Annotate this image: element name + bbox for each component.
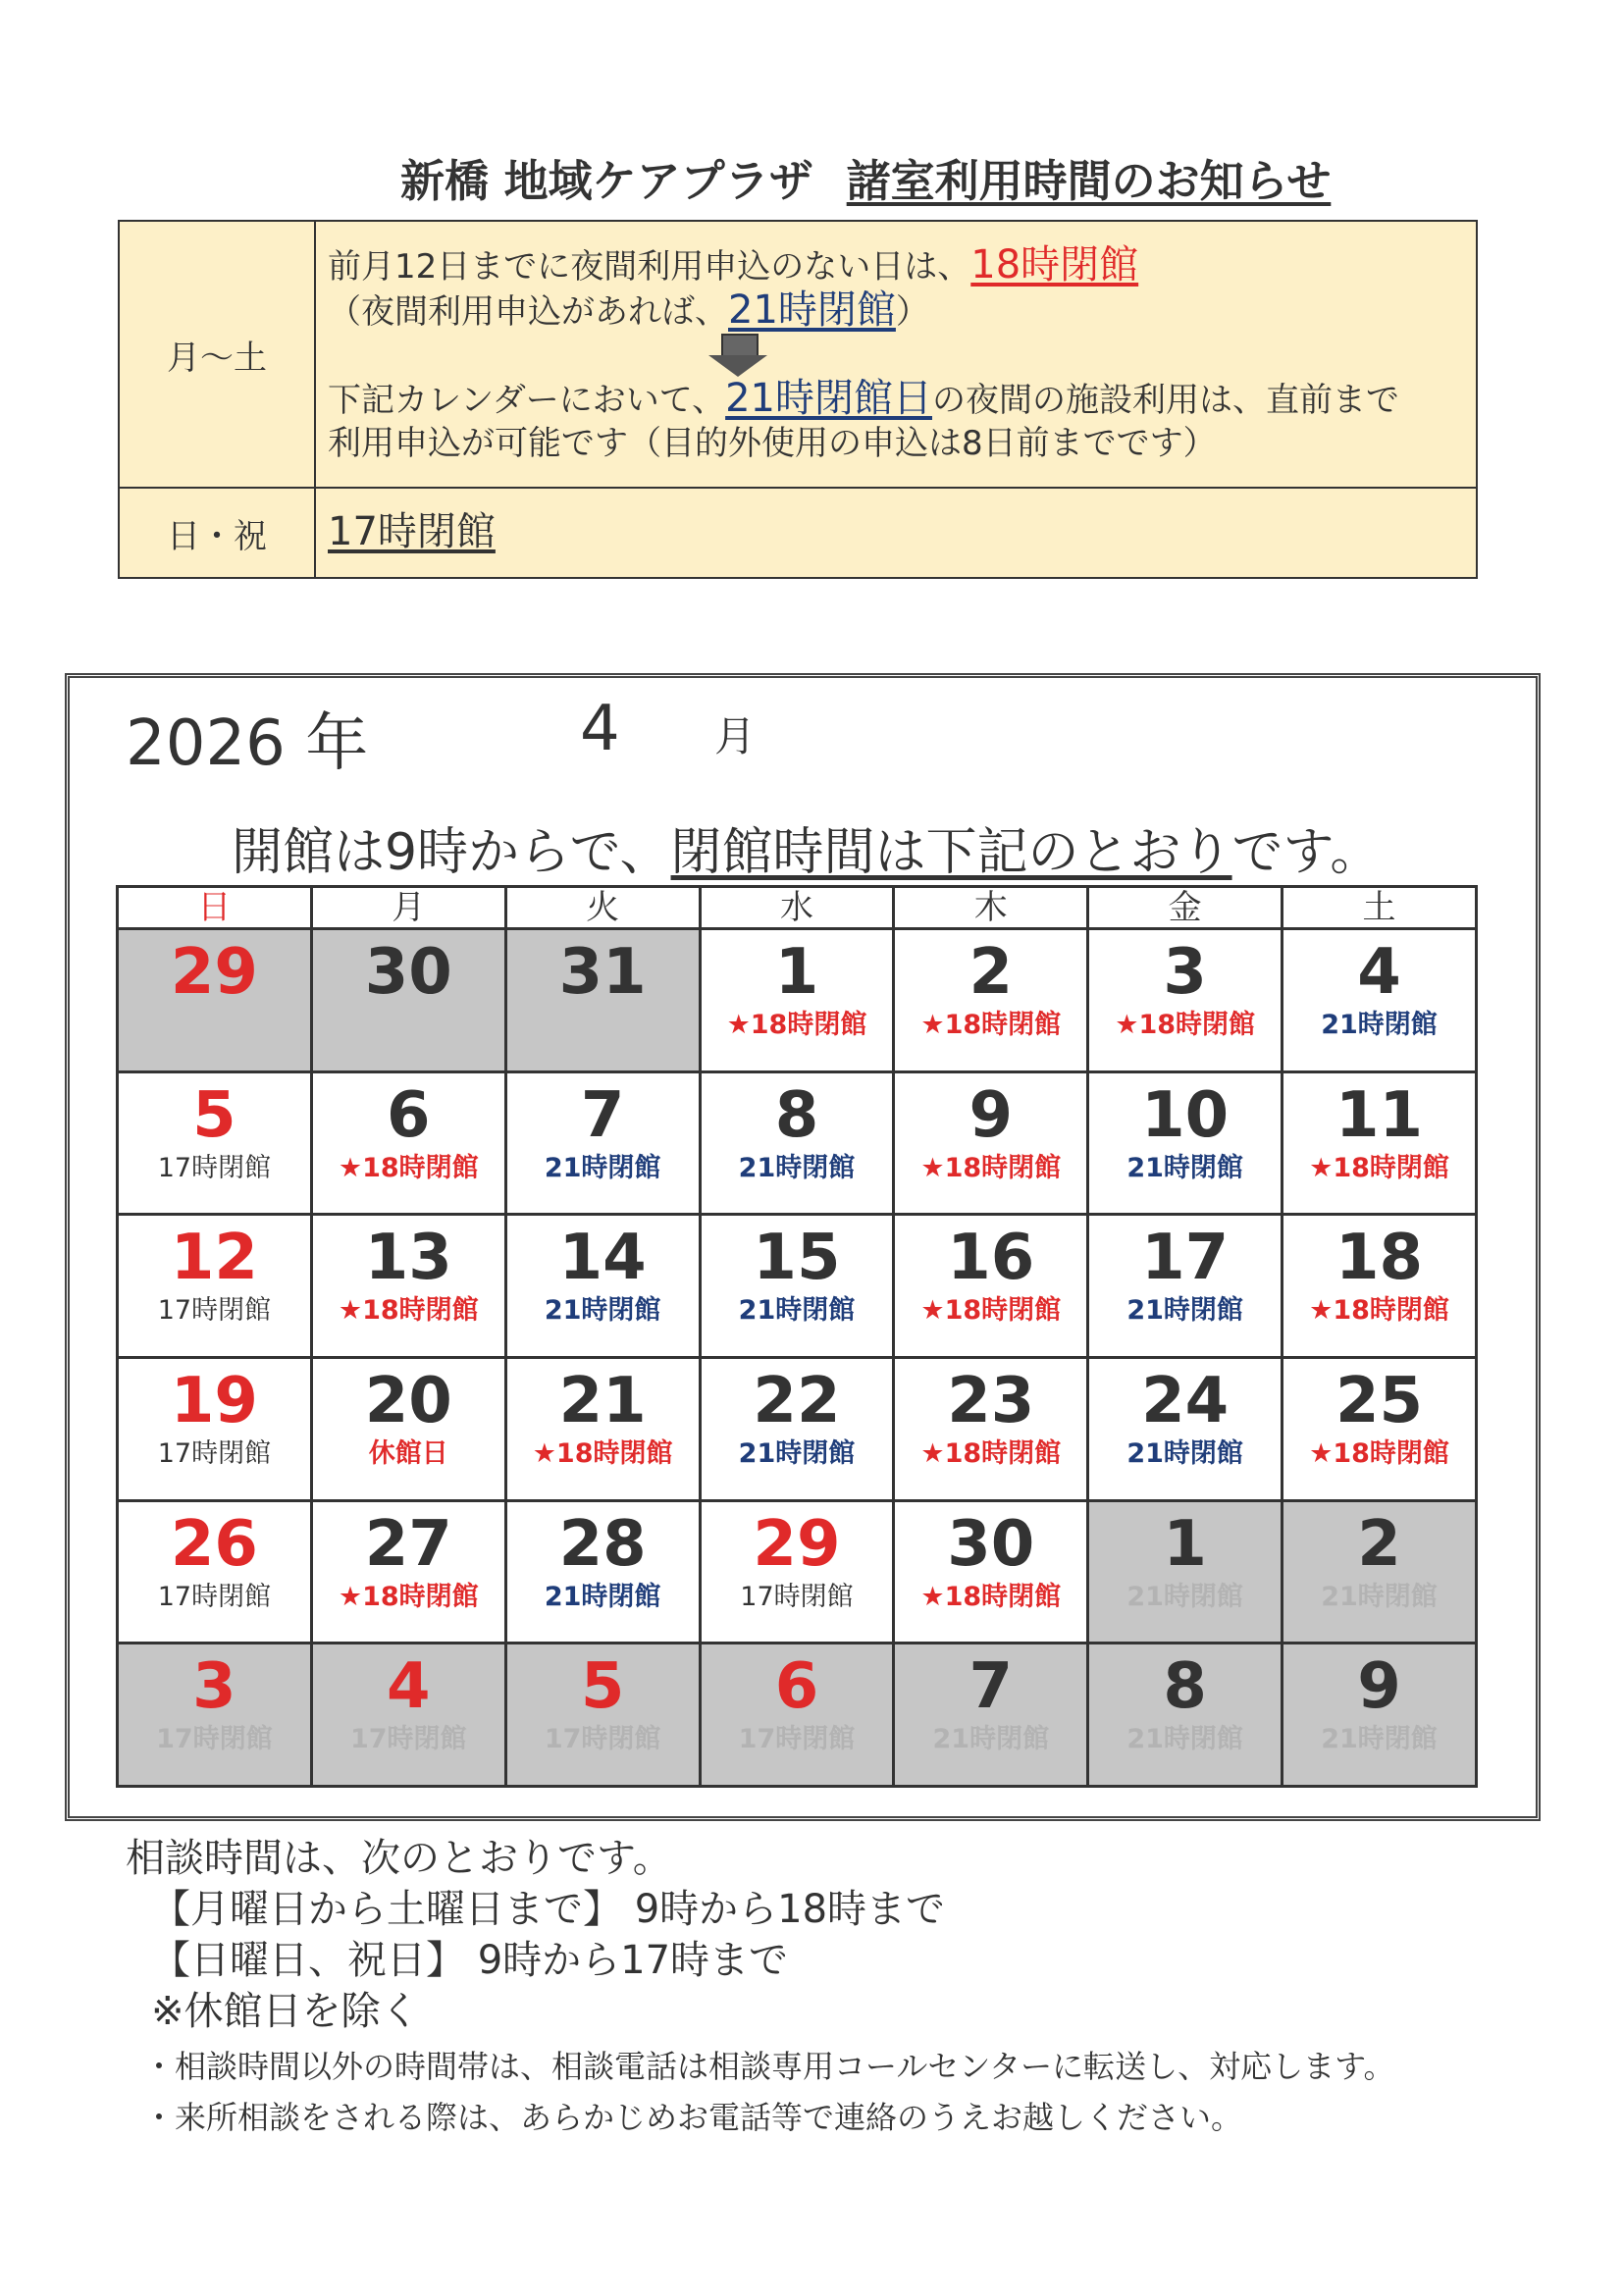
calendar-note: [232, 810, 1381, 884]
day-number: 21: [558, 1364, 647, 1437]
calendar-day-cell: [118, 1215, 312, 1358]
calendar-day-cell: [1283, 1644, 1477, 1787]
day-number: 1: [774, 936, 819, 1009]
consultation-intro: 相談時間は、次のとおりです。: [126, 1836, 672, 1881]
calendar-day-cell: [311, 1357, 505, 1500]
day-closing-note: 17時閉館: [157, 1437, 272, 1469]
day-number: 22: [753, 1364, 841, 1437]
calendar-day-cell: [505, 1357, 700, 1500]
day-closing-note: 21時閉館: [1126, 1152, 1243, 1183]
weekday-header-6: 土: [1283, 887, 1477, 929]
day-number: 5: [580, 1650, 625, 1724]
calendar-week-row: [118, 1215, 1477, 1358]
calendar-day-cell: [118, 929, 312, 1072]
day-closing-note: 休館日: [368, 1437, 448, 1469]
calendar-day-cell: [311, 1644, 505, 1787]
calendar-week-row: [118, 1644, 1477, 1787]
day-number: 30: [947, 1507, 1035, 1581]
day-closing-note: ★18時閉館: [920, 1295, 1062, 1327]
rule-line-2: [328, 288, 1476, 334]
calendar-day-cell: [505, 929, 700, 1072]
rule-line-1-text: 前月12日までに夜間利用申込のない日は、: [328, 247, 971, 287]
day-number: 7: [580, 1078, 625, 1152]
day-number: 4: [1357, 936, 1401, 1009]
footer-notes: [143, 2041, 1395, 2143]
day-number: 29: [753, 1507, 841, 1581]
rule-18-close: 18時閉館: [970, 242, 1139, 287]
title-facility: 新橋 地域ケアプラザ: [400, 155, 813, 207]
calendar-day-cell: [311, 1215, 505, 1358]
day-number: 6: [387, 1078, 431, 1152]
calendar-day-cell: [894, 1357, 1088, 1500]
note-part-3: です。: [1231, 823, 1382, 882]
day-number: 31: [558, 936, 647, 1009]
calendar-day-cell: [1088, 1644, 1283, 1787]
day-closing-note: 21時閉館: [1321, 1724, 1438, 1755]
day-closing-note: 17時閉館: [157, 1295, 272, 1327]
rule-line-1: [328, 243, 1476, 288]
calendar-week-row: [118, 1071, 1477, 1215]
calendar-day-cell: [700, 1500, 894, 1644]
day-number: 24: [1141, 1364, 1230, 1437]
rule-line-3-text1: 下記カレンダーにおいて、: [328, 381, 726, 420]
day-number: 27: [364, 1507, 452, 1581]
calendar-day-cell: [1283, 1071, 1477, 1215]
day-closing-note: 21時閉館: [738, 1152, 856, 1183]
rule-line-2-open: （夜間利用申込があれば、: [328, 292, 728, 332]
weekday-rules: [315, 221, 1477, 488]
day-number: 29: [170, 936, 258, 1009]
rule-line-3: [328, 377, 1476, 422]
calendar-day-cell: [118, 1071, 312, 1215]
page-title: [400, 145, 1331, 209]
footer-line-1: ・相談時間以外の時間帯は、相談電話は相談専用コールセンターに転送し、対応します。: [143, 2048, 1395, 2085]
day-number: 20: [364, 1364, 452, 1437]
day-number: 6: [774, 1650, 819, 1724]
day-closing-note: ★18時閉館: [1115, 1010, 1256, 1040]
day-number: 9: [969, 1078, 1014, 1152]
day-closing-note: 21時閉館: [544, 1295, 661, 1327]
rule-21-close: 21時閉館: [728, 287, 896, 333]
calendar-day-cell: [1088, 929, 1283, 1072]
weekday-header-0: 日: [118, 887, 312, 929]
day-number: 1: [1163, 1507, 1207, 1581]
calendar-grid: [116, 885, 1478, 1788]
day-closing-note: 21時閉館: [544, 1581, 661, 1612]
day-closing-note: ★18時閉館: [920, 1152, 1062, 1183]
note-part-1: 開館は9時からで、: [232, 823, 671, 882]
calendar-day-cell: [700, 1644, 894, 1787]
calendar-day-cell: [505, 1500, 700, 1644]
weekday-header-1: 月: [311, 887, 505, 929]
day-closing-note: ★18時閉館: [338, 1581, 479, 1612]
day-closing-note: 17時閉館: [544, 1724, 661, 1755]
day-closing-note: ★18時閉館: [1309, 1437, 1449, 1469]
day-closing-note: ★18時閉館: [726, 1010, 867, 1040]
day-number: 19: [170, 1364, 258, 1437]
day-number: 13: [364, 1222, 452, 1295]
calendar-day-cell: [1088, 1500, 1283, 1644]
day-closing-note: 17時閉館: [349, 1724, 467, 1755]
calendar-week-row: [118, 929, 1477, 1072]
calendar-day-cell: [1088, 1215, 1283, 1358]
calendar-day-cell: [894, 1644, 1088, 1787]
calendar-day-cell: [1283, 1357, 1477, 1500]
day-closing-note: ★18時閉館: [920, 1010, 1062, 1040]
calendar-day-cell: [311, 1500, 505, 1644]
holiday-label: 日・祝: [119, 488, 315, 578]
rule-21-close-day: 21時閉館日: [725, 376, 933, 421]
calendar-day-cell: [700, 1357, 894, 1500]
day-number: 14: [558, 1222, 647, 1295]
holiday-close: 17時閉館: [328, 509, 496, 554]
day-number: 2: [1357, 1507, 1401, 1581]
weekday-header-3: 水: [700, 887, 894, 929]
day-closing-note: ★18時閉館: [338, 1295, 479, 1327]
day-closing-note: 21時閉館: [738, 1437, 856, 1469]
day-closing-note: 17時閉館: [157, 1581, 272, 1612]
holiday-rules: [315, 488, 1477, 578]
day-number: 8: [1163, 1650, 1207, 1724]
day-closing-note: 17時閉館: [156, 1724, 273, 1755]
day-number: 11: [1335, 1078, 1424, 1152]
day-number: 26: [170, 1507, 258, 1581]
calendar-heading: [126, 693, 757, 783]
calendar-day-cell: [118, 1500, 312, 1644]
day-number: 4: [387, 1650, 431, 1724]
consultation-except: ※休館日を除く: [151, 1989, 420, 2034]
calendar-week-row: [118, 1500, 1477, 1644]
day-closing-note: 21時閉館: [1126, 1437, 1243, 1469]
day-number: 3: [1163, 936, 1207, 1009]
weekday-header-4: 木: [894, 887, 1088, 929]
calendar-day-cell: [1283, 1500, 1477, 1644]
day-closing-note: 21時閉館: [1321, 1010, 1438, 1040]
calendar-day-cell: [1088, 1071, 1283, 1215]
calendar-day-cell: [1283, 1215, 1477, 1358]
day-number: 30: [364, 936, 452, 1009]
consultation-sunday: 【日曜日、祝日】 9時から17時まで: [151, 1938, 789, 1983]
day-closing-note: ★18時閉館: [920, 1581, 1062, 1612]
consultation-hours: [126, 1833, 945, 2037]
day-number: 17: [1141, 1222, 1230, 1295]
day-number: 25: [1335, 1364, 1424, 1437]
day-number: 3: [192, 1650, 236, 1724]
day-closing-note: 17時閉館: [157, 1152, 272, 1183]
day-number: 9: [1357, 1650, 1401, 1724]
calendar-day-cell: [1088, 1357, 1283, 1500]
day-closing-note: 21時閉館: [1321, 1581, 1438, 1612]
day-number: 10: [1141, 1078, 1230, 1152]
day-closing-note: 17時閉館: [738, 1724, 856, 1755]
title-notice: 諸室利用時間のお知らせ: [846, 155, 1332, 207]
calendar-day-cell: [505, 1215, 700, 1358]
day-number: 18: [1335, 1222, 1424, 1295]
day-closing-note: 21時閉館: [1126, 1724, 1243, 1755]
calendar-month: 4: [580, 693, 620, 765]
calendar-day-cell: [700, 929, 894, 1072]
rule-line-4: 利用申込が可能です（目的外使用の申込は8日前までです）: [328, 424, 1217, 463]
day-closing-note: ★18時閉館: [1309, 1152, 1449, 1183]
rule-line-2-close: ）: [895, 292, 929, 332]
calendar-day-cell: [311, 1071, 505, 1215]
weekday-header-row: [118, 887, 1477, 929]
day-number: 5: [192, 1078, 236, 1152]
calendar-day-cell: [894, 929, 1088, 1072]
footer-line-2: ・来所相談をされる際は、あらかじめお電話等で連絡のうえお越しください。: [143, 2099, 1243, 2136]
opening-hours-table: [118, 220, 1478, 579]
calendar-day-cell: [894, 1500, 1088, 1644]
day-number: 8: [774, 1078, 819, 1152]
calendar-year: 2026 年: [126, 707, 369, 780]
day-closing-note: ★18時閉館: [920, 1437, 1062, 1469]
day-closing-note: 17時閉館: [740, 1581, 854, 1612]
calendar-week-row: [118, 1357, 1477, 1500]
day-number: 2: [969, 936, 1014, 1009]
calendar-day-cell: [505, 1071, 700, 1215]
day-closing-note: 21時閉館: [1126, 1295, 1243, 1327]
day-number: 28: [558, 1507, 647, 1581]
day-number: 15: [753, 1222, 841, 1295]
day-closing-note: ★18時閉館: [338, 1152, 479, 1183]
day-closing-note: 21時閉館: [544, 1152, 661, 1183]
calendar-month-suffix: 月: [714, 712, 757, 760]
calendar-day-cell: [118, 1644, 312, 1787]
calendar-day-cell: [700, 1215, 894, 1358]
calendar-day-cell: [700, 1071, 894, 1215]
weekday-header-2: 火: [505, 887, 700, 929]
day-number: 23: [947, 1364, 1035, 1437]
day-closing-note: ★18時閉館: [532, 1437, 673, 1469]
calendar-day-cell: [505, 1644, 700, 1787]
day-number: 16: [947, 1222, 1035, 1295]
calendar-day-cell: [894, 1215, 1088, 1358]
rule-line-3-text2: の夜間の施設利用は、直前まで: [932, 381, 1400, 420]
weekday-label: 月～土: [119, 221, 315, 488]
day-number: 7: [969, 1650, 1014, 1724]
calendar-day-cell: [894, 1071, 1088, 1215]
day-closing-note: 21時閉館: [1126, 1581, 1243, 1612]
day-number: 12: [170, 1222, 258, 1295]
day-closing-note: 21時閉館: [738, 1295, 856, 1327]
down-arrow-row: [328, 334, 1476, 377]
calendar-day-cell: [118, 1357, 312, 1500]
note-part-2: 閉館時間は下記のとおり: [670, 823, 1232, 882]
day-closing-note: ★18時閉館: [1309, 1295, 1449, 1327]
calendar-day-cell: [311, 929, 505, 1072]
calendar-day-cell: [1283, 929, 1477, 1072]
day-closing-note: 21時閉館: [932, 1724, 1050, 1755]
consultation-weekday: 【月曜日から土曜日まで】 9時から18時まで: [151, 1887, 946, 1932]
weekday-header-5: 金: [1088, 887, 1283, 929]
